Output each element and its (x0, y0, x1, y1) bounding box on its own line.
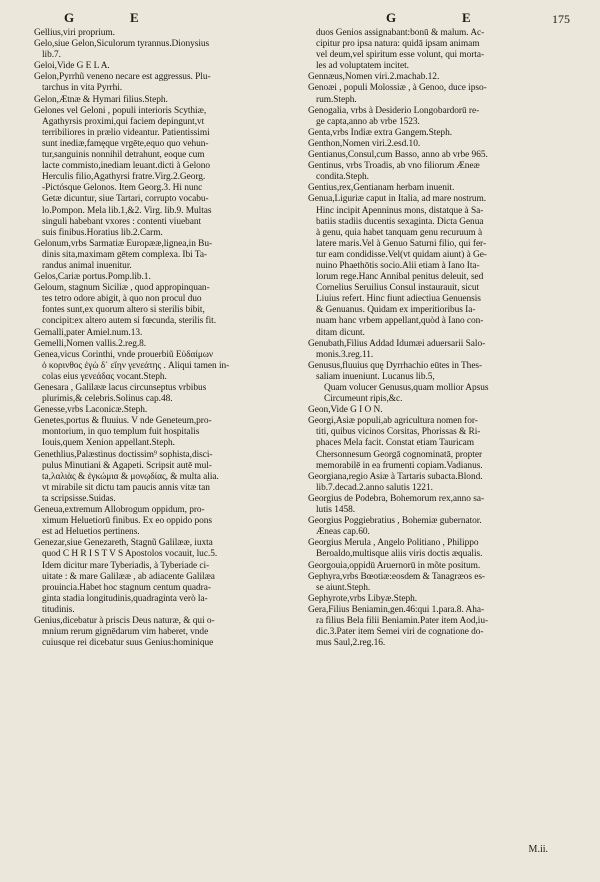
text-line: ta scripsisse.Suidas. (42, 493, 116, 504)
text-line: terribiliores in prælio videantur. Patientissimi (42, 127, 210, 138)
text-line: Geneua,extremum Allobrogum oppidum, pro- (34, 505, 205, 516)
text-line: condita.Steph. (316, 172, 369, 183)
text-line: Genua,Liguriæ caput in Italia, ad mare nostrum. (308, 194, 487, 205)
text-line: Gentinus, vrbs Troadis, ab vno filiorum Æneæ (308, 161, 480, 172)
header-left-letter-1: G (64, 10, 75, 25)
text-line: Georgouia,oppidū Aruernorū in mõte positum. (308, 560, 481, 571)
text-line: Genoæi , populi Molossiæ , à Genoo, duce ipso- (308, 83, 487, 94)
text-line: titudinis. (42, 604, 75, 615)
text-line: Gentianus,Consul,cum Basso, anno ab vrbe 965. (308, 150, 488, 161)
text-line: Beroaldo,multisque aliis viris doctis æqualis. (316, 549, 483, 560)
text-line: duos Genios assignabant:bonū & malum. Ac- (316, 28, 485, 38)
text-line: les ad voluptatem incitet. (316, 61, 409, 72)
text-line: Genezar,siue Genezareth, Stagnũ Galilææ, iuxta (34, 538, 213, 549)
text-line: latere maris.Vel à Genuo Saturni filio, qui fer- (316, 238, 487, 249)
text-line: ditam dicunt. (316, 327, 365, 338)
left-column (34, 28, 292, 649)
text-line: dinis sita,maximam gētem complexa. Ibi Ta- (42, 249, 207, 260)
text-line: concipit:ex altero autem si fœcunda, sterilis fit. (42, 316, 217, 327)
text-line: à genu, quia habet tanquam genu recuruum à (316, 227, 483, 238)
text-line: tes tetro odore abigit, à quo non procul duo (42, 294, 202, 305)
text-line: Gelos,Cariæ portus.Pomp.lib.1. (34, 272, 151, 283)
text-line: prouincia.Habet hoc stagnum centum quadra- (42, 582, 211, 593)
text-line: Genius,dicebatur à priscis Deus naturæ, & qui o- (34, 615, 215, 626)
text-line: Genta,vrbs Indiæ extra Gangem.Steph. (308, 127, 452, 138)
text-line: Iouis,quem Xenion appellant.Steph. (42, 438, 175, 449)
text-line: lib.7. (42, 50, 61, 61)
running-header (0, 8, 600, 28)
text-line: Gephyra,vrbs Bœotiæ:eosdem & Tanagræos es- (308, 571, 485, 582)
text-line: Liuius refert. Hinc fiunt adiectiua Genuensis (316, 294, 481, 305)
text-line: Genesse,vrbs Laconicæ.Steph. (34, 405, 148, 416)
text-line: singuli habebant vxores : contenti viuebant (42, 216, 202, 227)
right-column (308, 28, 570, 649)
text-line: fontes sunt,ex quorum altero si sterilis bibit, (42, 305, 205, 316)
text-line: Gelones vel Geloni , populi interioris Scythiæ, (34, 105, 207, 116)
text-line: Gemelli,Nomen vallis.2.reg.8. (34, 338, 147, 349)
text-line: rum.Steph. (316, 94, 357, 105)
text-line: Gephyrote,vrbs Libyæ.Steph. (308, 593, 418, 604)
text-line: randus animal inuenitur. (42, 260, 132, 271)
text-line: colas eius γενεάδας vocant.Steph. (42, 371, 167, 382)
text-line: phaces Mela facit. Constat etiam Tauricam (316, 438, 474, 449)
text-line: Genethlius,Palæstinus doctissim⁹ sophista,disci- (34, 449, 213, 460)
text-line: Geloi,Vide G E L A. (34, 61, 110, 72)
text-line: Gelon,Pyrrhũ veneno necare est aggressus. Plu- (34, 72, 211, 83)
text-line: Herculis filio,Agathyrsi fratre.Virg.2.Georg. (42, 172, 206, 183)
page-number: 175 (552, 12, 570, 26)
text-line: lacte commisto,inediam leuant.dicti à Gelono (42, 161, 211, 172)
text-line: ginta stadia longitudinis,quadraginta verò la- (42, 593, 208, 604)
header-left-letter-2: E (130, 10, 139, 25)
text-line: mus Saul,2.reg.16. (316, 638, 386, 649)
text-line: Genea,vicus Corinthi, vnde prouerbiũ Εὐδαίμων (34, 349, 214, 360)
text-line: ta,λαλιὰς & ἐγκώμια & μονῳδίας, & multa alia. (42, 471, 219, 482)
text-line: uitate : & mare Galilææ , ab adiacente Galilæa (42, 571, 215, 582)
text-line: suis finibus.Horatius lib.2.Carm. (42, 227, 163, 238)
text-line: Gennæus,Nomen viri.2.machab.12. (308, 72, 440, 83)
text-line: Gentius,rex,Gentianam herbam inuenit. (308, 183, 455, 194)
text-line: saliam inueniunt. Lucanus lib.5, (316, 371, 435, 382)
text-line: Getæ dicuntur, siue Tartari, corrupto vocabu- (42, 194, 209, 205)
text-line: Circumeunt ripis,&c. (324, 394, 403, 405)
text-line: Gelon,Ætnæ & Hymari filius.Steph. (34, 94, 168, 105)
text-line: Gera,Filius Beniamin,gen.46:qui 1.para.8. Aha- (308, 604, 485, 615)
text-line: Geon,Vide G I O N. (308, 405, 383, 416)
text-line: lutis 1458. (316, 505, 356, 516)
text-line: Quam volucer Genusus,quam mollior Apsus (324, 383, 489, 393)
text-line: Gellius,viri proprium. (34, 28, 115, 38)
text-line: Genthon,Nomen viri.2.esd.10. (308, 138, 421, 149)
text-line: lib.7.decad.2.anno salutis 1221. (316, 482, 433, 493)
text-line: lo.Pompon. Mela lib.1,&2. Virg. lib.9. Multas (42, 205, 212, 216)
text-line: Chersonnesum Georgā cognominatā, propter (316, 449, 483, 460)
text-line: Hinc incipit Apenninus mons, distatque à Sa- (316, 205, 484, 216)
text-line: Genubath,Filius Addad Idumæi aduersarii Salo- (308, 338, 486, 349)
signature-mark: M.ii. (528, 844, 548, 855)
text-line: ximum Heluetiorū finibus. Ex eo oppido pons (42, 516, 212, 527)
text-line: Idem dicitur mare Tyberiadis, à Tyberiade ci- (42, 560, 210, 571)
text-line: Georgius Merula , Angelo Politiano , Philippo (308, 538, 479, 549)
text-line: -Pictósque Gelonos. Item Georg.3. Hi nunc (42, 183, 203, 194)
text-line: Geloum, stagnum Siciliæ , quod appropinquan- (34, 283, 210, 294)
text-line: mnium rerum gignēdarum vim haberet, vnde (42, 627, 209, 638)
text-line: tur eam condidisse.Vel(vt quidam aiunt) à Ge- (316, 249, 487, 260)
text-line: tur,sanguinis nonnihil detrahunt, eoque cum (42, 150, 205, 161)
text-line: Gemalli,pater Amiel.num.13. (34, 327, 143, 338)
text-line: Æneas cap.60. (316, 527, 370, 538)
text-line: titi, quibus vicinos Corsitas, Phorissas & Ri- (316, 427, 481, 438)
text-line: Gelonum,vrbs Sarmatiæ Europææ,lignea,in Bu- (34, 238, 213, 249)
text-line: montorium, in quo templum fuit hospitalis (42, 427, 200, 438)
text-line: vt mirabile sit dictu tam paucis annis vitæ tan (42, 482, 210, 493)
text-line: & Genuanus. Quidam ex imperitioribus Ia- (316, 305, 476, 316)
text-line: ra filius Bela filii Beniamin.Pater item Aod,iu- (316, 615, 489, 626)
text-line: lorum rege.Hanc Annibal penitus deleuit, sed (316, 272, 484, 283)
text-line: nuino Phaethōtis socio.Alii etiam à Iano Ita- (316, 260, 480, 271)
text-line: monis.3.reg.11. (316, 349, 374, 360)
header-right-letter-2: E (462, 10, 471, 25)
text-line: pulus Minutiani & Agapeti. Scripsit autē mul- (42, 460, 212, 471)
header-right-letter-1: G (386, 10, 397, 25)
text-line: est ad Heluetios pertinens. (42, 527, 140, 538)
text-line: Georgi,Asiæ populi,ab agricultura nomen for- (308, 416, 478, 427)
text-line: Genusus,fluuius quę Dyrrhachio eūtes in Thes- (308, 360, 483, 371)
text-line: cipitur pro ipsa natura: quidā ipsam animam (316, 39, 480, 50)
text-line: tarchus in vita Pyrrhi. (42, 83, 123, 94)
text-line: Georgius Poggiebratius , Bohemiæ gubernator. (308, 516, 482, 527)
text-line: dic.3.Pater item Semei viri de cognatione do- (316, 627, 484, 638)
text-line: se aiunt.Steph. (316, 582, 371, 593)
text-line: Genetes,portus & fluuius. V nde Geneteum,pro- (34, 416, 212, 427)
text-line: Genogalia, vrbs à Desiderio Longobardorū re- (308, 105, 480, 116)
text-line: Georgius de Podebra, Bohemorum rex,anno sa- (308, 493, 485, 504)
text-line: Cornelius Seruilius Consul instaurauit, sicut (316, 283, 480, 294)
text-line: batiis stadiis ducentis sexaginta. Dicta Genua (316, 216, 484, 227)
text-line: memorabilē in ea frumenti copiam.Vadianus. (316, 460, 483, 471)
text-line: Genesara , Galilææ lacus circunseptus vrbibus (34, 383, 207, 393)
text-line: Georgiana,regio Asiæ à Tartaris subacta.Blond. (308, 471, 483, 482)
text-line: cuiusque rei dicebatur suus Genius:hominique (42, 638, 214, 649)
text-line: sunt inediæ,famęque vrgēte,equo quo vehun- (42, 138, 209, 149)
text-line: quod C H R I S T V S Apostolos vocauit, luc.5. (42, 549, 218, 560)
text-line: Agathyrsis proximi,qui faciem depingunt,vt (42, 116, 205, 127)
text-line: Gelo,siue Gelon,Siculorum tyrannus.Dionysius (34, 39, 210, 50)
text-line: vel deum,vel spiritum esse volunt, qui morta- (316, 50, 485, 61)
text-line: plurimis,& celebris.Solinus cap.48. (42, 394, 173, 405)
text-line: nuam hanc vrbem appellant,quòd à Iano con- (316, 316, 484, 327)
text-line: ge capta,anno ab vrbe 1523. (316, 116, 420, 127)
text-line: ὁ κορινθος ἐγὼ δ᾽ εἴην γενεάτης . Aliqui tamen in- (42, 360, 230, 371)
